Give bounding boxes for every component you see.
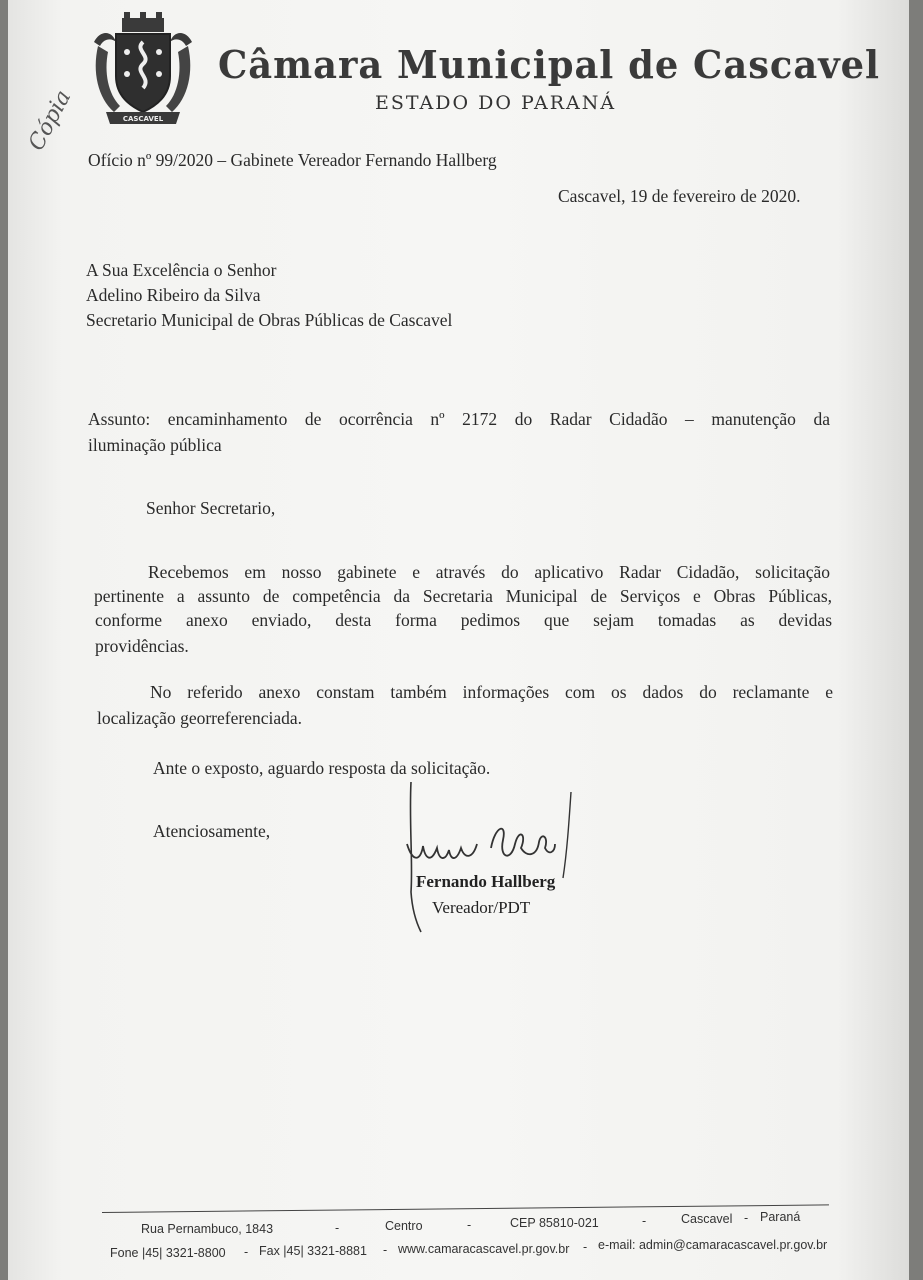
paragraph-1-line: Recebemos em nosso gabinete e através do aplicativo Radar Cidadão, solicitação	[148, 562, 830, 582]
footer-separator: -	[383, 1243, 388, 1257]
signer-role: Vereador/PDT	[432, 898, 531, 917]
footer-email[interactable]: e-mail: admin@camaracascavel.pr.gov.br	[598, 1238, 828, 1252]
recipient-name: Adelino Ribeiro da Silva	[86, 285, 261, 305]
footer-website[interactable]: www.camaracascavel.pr.gov.br	[398, 1242, 570, 1256]
paragraph-2-line: No referido anexo constam também informações com os dados do reclamante e	[150, 682, 833, 702]
paragraph-1-line: providências.	[95, 636, 189, 656]
signer-name: Fernando Hallberg	[416, 872, 556, 891]
footer-fax: Fax |45| 3321-8881	[259, 1244, 367, 1258]
place-and-date: Cascavel, 19 de fevereiro de 2020.	[558, 186, 801, 206]
organization-state: ESTADO DO PARANÁ	[375, 92, 617, 114]
paragraph-1-line: conforme anexo enviado, desta forma pedimos que sejam tomadas as devidas	[95, 610, 832, 630]
footer-phone: Fone |45| 3321-8800	[110, 1246, 226, 1260]
footer-separator: -	[642, 1214, 647, 1228]
footer-separator: -	[244, 1245, 249, 1259]
city-crest-logo	[90, 12, 196, 130]
footer-separator: -	[335, 1221, 340, 1235]
recipient-title: A Sua Excelência o Senhor	[86, 260, 277, 280]
handwritten-signature	[403, 782, 583, 942]
paragraph-1-line: pertinente a assunto de competência da Secretaria Municipal de Serviços e Obras Públicas,	[94, 586, 832, 606]
subject-line-continued: iluminação pública	[88, 435, 222, 455]
paragraph-3: Ante o exposto, aguardo resposta da solicitação.	[153, 758, 491, 778]
footer-cep: CEP 85810-021	[510, 1216, 599, 1230]
footer-separator: -	[467, 1218, 472, 1232]
footer-city: Cascavel	[681, 1212, 733, 1226]
footer-separator: -	[583, 1240, 588, 1254]
handwritten-copy-note: Cópia	[24, 86, 77, 155]
footer-state: Paraná	[760, 1210, 801, 1224]
recipient-office: Secretario Municipal de Obras Públicas de Cascavel	[86, 310, 453, 330]
footer-district: Centro	[385, 1219, 423, 1233]
paragraph-2-line: localização georreferenciada.	[97, 708, 302, 728]
footer-street: Rua Pernambuco, 1843	[141, 1222, 274, 1236]
salutation: Senhor Secretario,	[146, 498, 276, 518]
letter-reference: Ofício nº 99/2020 – Gabinete Vereador Fernando Hallberg	[88, 150, 497, 170]
closing: Atenciosamente,	[153, 821, 271, 841]
footer-separator: -	[744, 1211, 749, 1225]
organization-name: Câmara Municipal de Cascavel	[218, 42, 880, 87]
svg-text:CASCAVEL: CASCAVEL	[122, 115, 164, 123]
letter-page	[8, 0, 909, 1280]
subject-line: Assunto: encaminhamento de ocorrência nº 2172 do Radar Cidadão – manutenção da	[88, 409, 830, 429]
